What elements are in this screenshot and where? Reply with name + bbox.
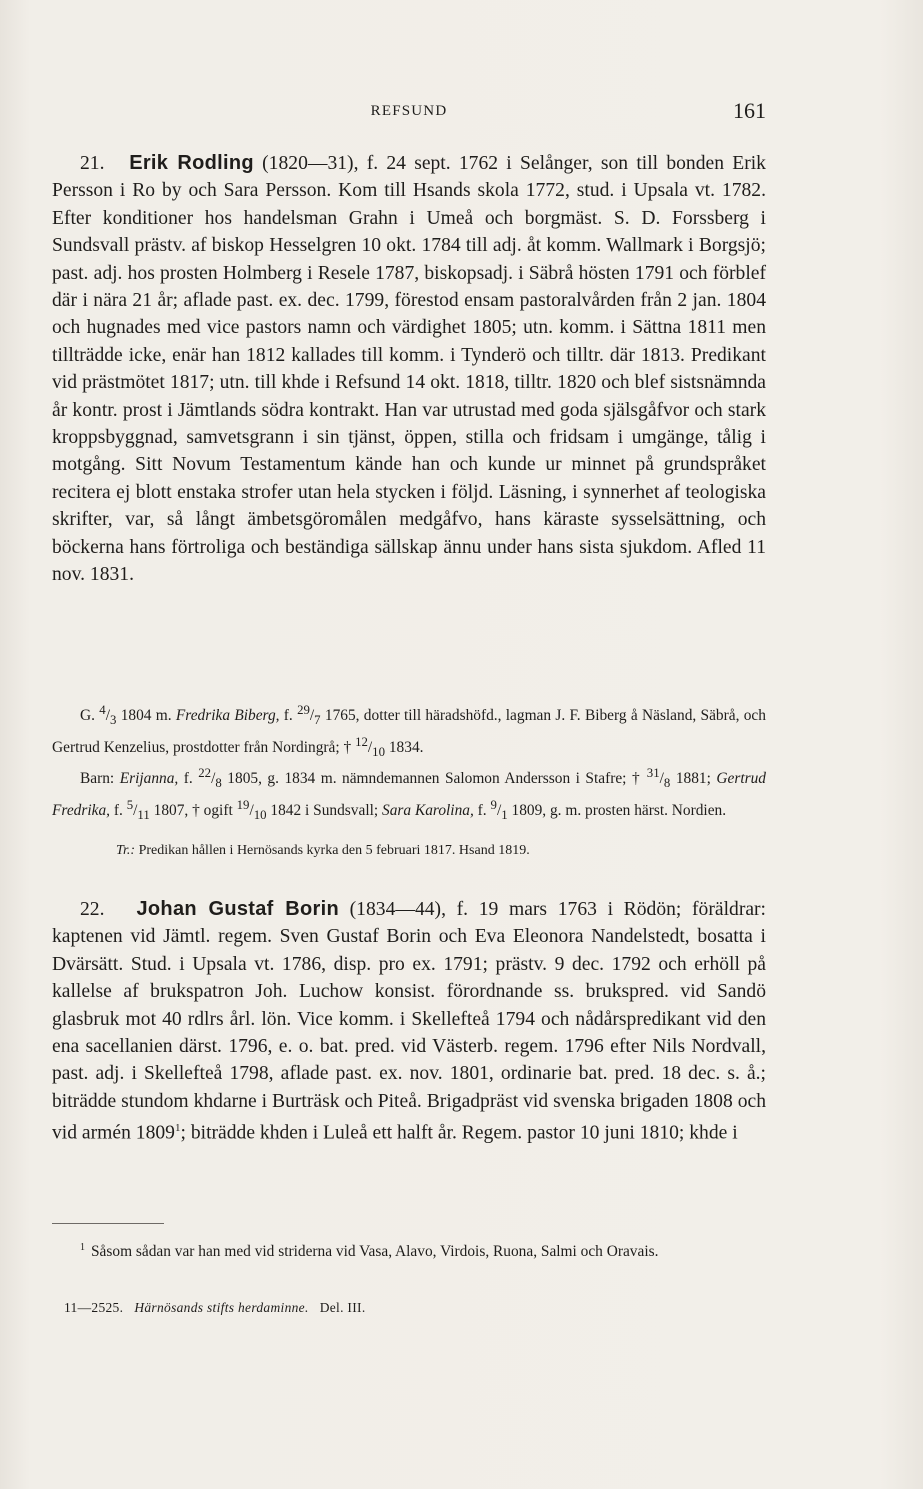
entry-name: Erik Rodling xyxy=(129,152,254,174)
child-name: Gertrud Fredrika, xyxy=(52,770,766,820)
running-head: REFSUND xyxy=(370,103,448,119)
page-header xyxy=(52,98,766,133)
printer-line: 11—2525. Härnösands stifts herdaminne. Del. III. xyxy=(64,1300,366,1315)
entry-text: (1820—31), f. 24 sept. 1762 i Selånger, son till bonden Erik Persson i Ro by och Sara Persson. Kom till Hsands skola 1772, stud. i Upsala vt. 1782. Efter konditioner hos handelsman Grahn i Umeå och borgmäst. S. D. Forssberg i Sundsvall prästv. af biskop Hesselgren 10 okt. 1784 till adj. åt komm. Wallmark i Borgsjö; past. adj. hos prosten Holmberg i Resele 1787, biskopsadj. i Säbrå hösten 1791 och förblef där i nära 21 år; aflade past. ex. dec. 1799, förestod ensam pastoralvården från 2 jan. 1804 och hugnades med vice pastors namn och värdighet 1805; utn. komm. i Sättna 1811 men tillträdde icke, enär han 1812 kallades till komm. i Tynderö och tilltr. där 1813. Predikant vid prästmötet 1817; utn. till khde i Refsund 14 okt. 1818, tilltr. 1820 och blef sistsnämnda år kontr. prost i Jämtlands södra kontrakt. Han var utrustad med goda själsgåfvor och stark kroppsbyggnad, samvetsgrann i sin tjänst, öppen, stilla och fridsam i umgänge, tålig i motgång. Sitt Novum Testamentum kände han och kunde ur minnet på grundspråket recitera ej blott enstaka strofer utan hela stycken i följd. Läsning, i synnerhet af teologiska skrifter, var, så långt ämbetsgöromålen medgåfvo, hans käraste sysselsättning, och böckerna hans förtroliga och beständiga sällskap ännu under hans sista sjukdom. Afled 11 nov. 1831. xyxy=(52,153,766,586)
entry-21-paragraph xyxy=(52,150,766,589)
entry-21-family xyxy=(52,700,766,861)
footnote-text: Såsom sådan var han med vid striderna vid Vasa, Alavo, Virdois, Ruona, Salmi och Oravais. xyxy=(91,1243,659,1261)
entry-name: Johan Gustaf Borin xyxy=(136,898,339,920)
child-name: Erijanna, xyxy=(119,770,179,788)
entry-number: 22. xyxy=(80,899,105,920)
footnote xyxy=(52,1237,766,1263)
entry-number: 21. xyxy=(80,153,105,174)
page-number: 161 xyxy=(733,98,766,123)
marriage-paragraph: G. $^4/_3$ 1804 m. Fredrika Biberg, f. $^{29}/_7$ 1765, dotter till häradshöfd., lagman J. F. Biberg å Näsland, Säbrå, och Gertrud Kenzelius, prostdotter från Nordingrå; † $^{12}/_{10}$ 1834. xyxy=(52,703,766,759)
children-paragraph: Barn: Erijanna, f. $^{22}/_8$ 1805, g. 1834 m. nämndemannen Salomon Andersson i Stafre; † $^{31}/_8$ 1881; Gertrud Fredrika, f. $^5/_{11}$ 1807, † ogift $^{19}/_{10}$ 1842 i Sundsvall; Sara Karolina, f. $^9/_1$ 1809, g. m. prosten härst. Nordien. xyxy=(52,766,766,823)
footnote-rule xyxy=(52,1223,164,1224)
entry-21 xyxy=(52,150,766,589)
footnote-mark: 1 xyxy=(80,1242,85,1253)
printed-works: Tr.: Predikan hållen i Hernösands kyrka den 5 februari 1817. Hsand 1819. xyxy=(116,842,530,858)
child-name: Sara Karolina, xyxy=(382,802,474,820)
entry-22-paragraph: 22. Johan Gustaf Borin (1834—44), f. 19 mars 1763 i Rödön; föräldrar: kaptenen vid Jämtl. regem. Sven Gustaf Borin och Eva Eleonora Nandelstedt, bosatta i Dvärsätt. Stud. i Upsala vt. 1786, disp. pro ex. 1791; prästv. 9 dec. 1792 och erhöll på kallelse af brukspatron Joh. Luchow konsist. förordnande ss. brukspred. vid Sandö glasbruk mot 40 rdlrs årl. lön. Vice komm. i Skellefteå 1794 och nådårspredikant vid den ena sacellanien därst. 1796, e. o. bat. pred. vid Västerb. regem. 1796 efter Nils Nordvall, past. adj. i Skellefteå 1798, aflade past. ex. nov. 1801, ordinarie bat. pred. 18 dec. s. å.; biträdde stundom khdarne i Burträsk och Piteå. Brigadpräst vid svenska brigaden 1808 och vid armén 1809$^1$; biträdde khden i Luleå ett halft år. Regem. pastor 10 juni 1810; khde i xyxy=(52,898,767,1144)
footnote-reference: 1 xyxy=(174,1122,181,1135)
entry-22 xyxy=(52,896,766,1147)
spouse-name: Fredrika Biberg, xyxy=(175,707,280,725)
